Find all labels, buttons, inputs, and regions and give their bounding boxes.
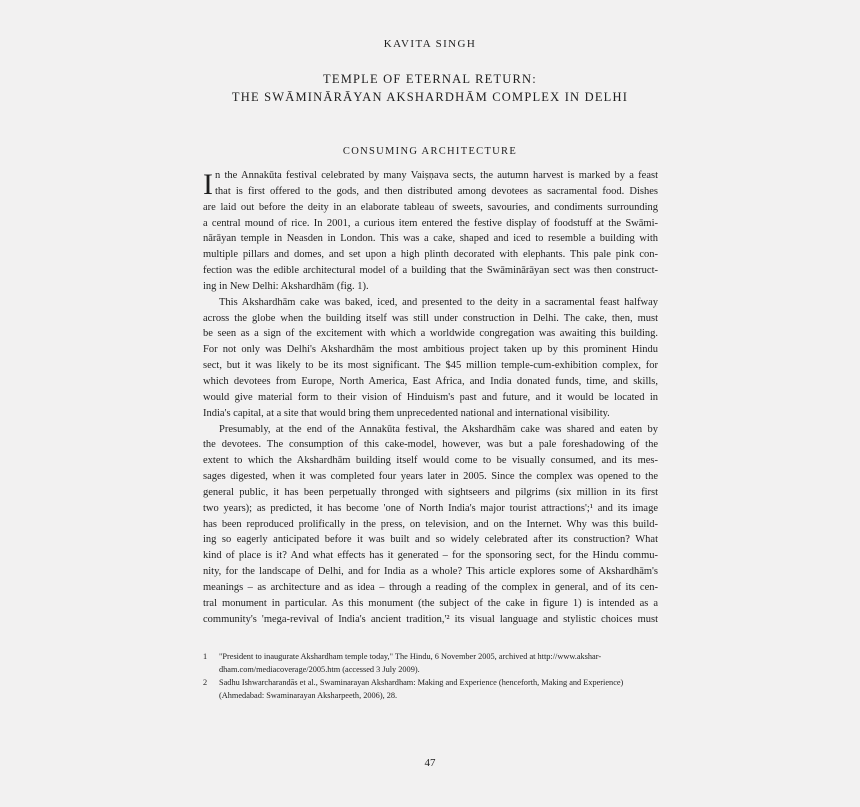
- article-title: [0, 70, 860, 106]
- body-line: has been reproduced prolifically in the press, on television, and on the Internet. Why was this build-: [203, 518, 658, 530]
- body-line: sages digested, when it was completed four years later in 2005. Since the complex was opened to the: [203, 471, 658, 483]
- body-line: that is first offered to the gods, and then distributed among devotees as sacramental food. Dishes: [215, 185, 658, 197]
- footnote-text: Sadhu Ishwarcharandās et al., Swaminarayan Akshardham: Making and Experience (henceforth, Making and Experience): [219, 678, 624, 687]
- body-line: would give material form to their vision of Hinduism's past and future, and it would be located in: [203, 391, 658, 403]
- footnote-text: dham.com/mediacoverage/2005.htm (accessed 3 July 2009).: [219, 665, 420, 674]
- body-line: be seen as a sign of the excitement with which a worldwide congregation was awaiting this building.: [203, 328, 658, 340]
- body-line: multiple pillars and domes, and set upon a high plinth decorated with elephants. This pale pink con-: [203, 249, 658, 261]
- body-line: Presumably, at the end of the Annakūta festival, the Akshardhām cake was shared and eaten by: [219, 423, 658, 435]
- footnote-text: "President to inaugurate Akshardham temple today," The Hindu, 6 November 2005, archived at http://www.akshar-: [219, 652, 602, 661]
- body-line: general public, it has been perpetually thronged with sightseers and pilgrims (six million in its first: [203, 486, 658, 498]
- section-heading: CONSUMING ARCHITECTURE: [342, 146, 518, 157]
- body-text: [203, 168, 658, 627]
- footnotes: [203, 650, 658, 702]
- footnote-number: 1: [203, 652, 208, 661]
- body-line: meanings – as architecture and as idea – through a reading of the complex in general, and of its cen-: [203, 581, 658, 593]
- drop-cap: I: [203, 168, 213, 201]
- body-line: are laid out before the deity in an elaborate tableau of sweets, savouries, and condiments surrounding: [203, 201, 658, 213]
- body-line: two years); as predicted, it has become 'one of North India's major tourist attractions';¹ and its image: [203, 502, 658, 514]
- body-line: fection was the edible architectural model of a building that the Swāminārāyan sect was then construct-: [203, 265, 658, 277]
- body-line: tral monument in particular. As this monument (the subject of the cake in figure 1) is intended as a: [203, 597, 658, 609]
- title-line-2: THE SWĀMINĀRĀYAN AKSHARDHĀM COMPLEX IN DELHI: [231, 90, 629, 104]
- body-line: sect, but it was likely to be its most significant. The $45 million temple-cum-exhibition complex, for: [203, 360, 658, 372]
- footnote-text: (Ahmedabad: Swaminarayan Aksharpeeth, 2006), 28.: [219, 691, 398, 700]
- author-name: KAVITA SINGH: [383, 38, 477, 50]
- body-line: This Akshardhām cake was baked, iced, and presented to the deity in a sacramental feast halfway: [219, 296, 658, 308]
- footnote: [203, 650, 658, 676]
- footnote: [203, 676, 658, 702]
- title-line-1: TEMPLE OF ETERNAL RETURN:: [323, 72, 537, 86]
- body-line: nārāyan temple in Neasden in London. This was a cake, shaped and iced to resemble a building with: [203, 233, 658, 245]
- footnote-number: 2: [203, 678, 208, 687]
- page-number: 47: [424, 757, 436, 769]
- body-line: nity, for the landscape of Delhi, and for India as a whole? This article explores some of Akshardhām's: [203, 566, 658, 578]
- body-line: ing so eagerly anticipated before it was built and so widely celebrated after its construction? What: [203, 534, 658, 546]
- body-line: extent to which the Akshardhām building itself would come to be visually consumed, and its mes-: [203, 455, 658, 467]
- body-line: n the Annakūta festival celebrated by many Vaiṣṇava sects, the autumn harvest is marked by a feast: [215, 170, 658, 181]
- body-line: a central mound of rice. In 2001, a curious item entered the festive display of foodstuff at the Swāmi-: [203, 217, 658, 229]
- body-line: which devotees from Europe, North America, East Africa, and India donated funds, time, and skills,: [203, 375, 658, 387]
- body-line: India's capital, at a site that would bring them unprecedented national and international visibility.: [203, 407, 610, 419]
- body-line: across the globe when the building itself was still under construction in Delhi. The cake, then, must: [203, 312, 658, 324]
- body-line: community's 'mega-revival of India's ancient tradition,'² its visual language and stylistic choices must: [203, 613, 658, 625]
- body-line: ing in New Delhi: Akshardhām (fig. 1).: [203, 280, 369, 292]
- body-line: the devotees. The consumption of this cake-model, however, was but a pale foreshadowing of the: [203, 439, 658, 451]
- body-line: kind of place is it? And what effects has it generated – for the sponsoring sect, for the Hindu commu-: [203, 550, 658, 562]
- body-line: For not only was Delhi's Akshardhām the most ambitious project taken up by this prominent Hindu: [203, 344, 658, 356]
